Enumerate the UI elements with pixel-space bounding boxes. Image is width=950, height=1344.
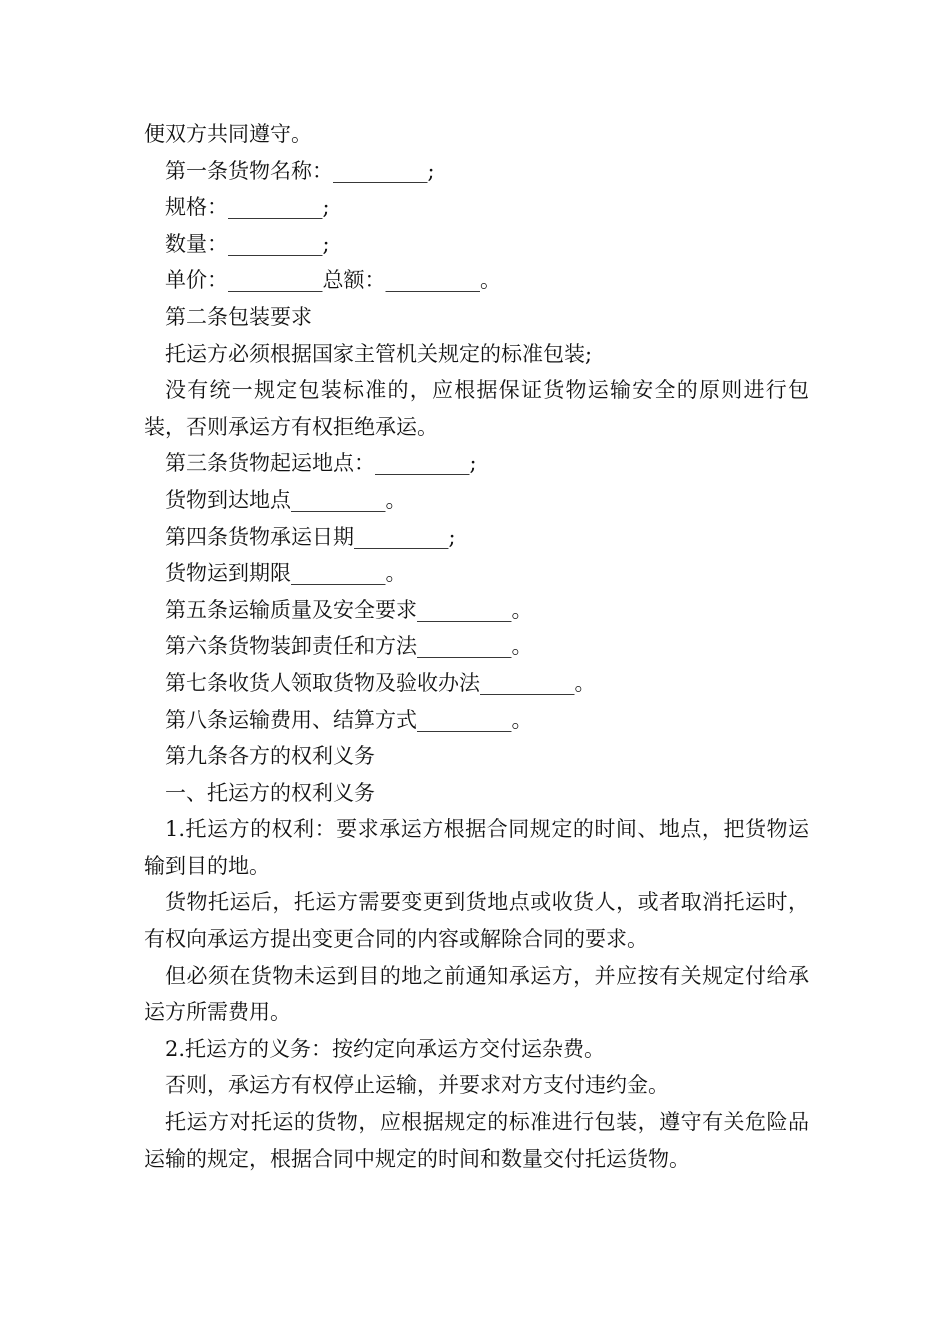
shipper-packaging-duty: 托运方对托运的货物，应根据规定的标准进行包装，遵守有关危险品运输的规定，根据合同中规定的时间和数量交付托运货物。 xyxy=(144,1110,809,1171)
section-1-heading: 一、托运方的权利义务 xyxy=(165,780,375,805)
shipper-notice: 但必须在货物未运到目的地之前通知承运方，并应按有关规定付给承运方所需费用。 xyxy=(144,963,809,1025)
article-7-receiving: 第七条收货人领取货物及验收办法_________。 xyxy=(165,670,596,695)
paragraph-continuation: 便双方共同遵守。 xyxy=(144,122,312,146)
packaging-standard: 托运方必须根据国家主管机关规定的标准包装; xyxy=(165,341,593,366)
article-5-quality: 第五条运输质量及安全要求_________。 xyxy=(165,597,533,622)
packaging-no-standard: 没有统一规定包装标准的，应根据保证货物运输安全的原则进行包装，否则承运方有权拒绝承运。 xyxy=(144,378,809,439)
destination: 货物到达地点_________。 xyxy=(165,487,407,512)
article-2-heading: 第二条包装要求 xyxy=(165,304,312,329)
goods-quantity: 数量：_________; xyxy=(165,231,330,256)
goods-spec: 规格：_________; xyxy=(165,195,330,220)
goods-price-total: 单价：_________总额：_________。 xyxy=(165,268,501,293)
shipper-change-rights: 货物托运后，托运方需要变更到货地点或收货人，或者取消托运时，有权向承运方提出变更合同的内容或解除合同的要求。 xyxy=(144,890,809,952)
article-8-fees: 第八条运输费用、结算方式_________。 xyxy=(165,707,533,732)
shipper-obligations: 2.托运方的义务：按约定向承运方交付运杂费。 xyxy=(165,1036,606,1061)
carrier-stop-right: 否则，承运方有权停止运输，并要求对方支付违约金。 xyxy=(165,1073,669,1098)
article-1-goods-name: 第一条货物名称：_________; xyxy=(165,158,435,183)
shipper-rights: 1.托运方的权利：要求承运方根据合同规定的时间、地点，把货物运输到目的地。 xyxy=(144,817,809,878)
delivery-deadline: 货物运到期限_________。 xyxy=(165,561,407,586)
article-9-heading: 第九条各方的权利义务 xyxy=(165,744,375,769)
article-4-date: 第四条货物承运日期_________; xyxy=(165,524,456,549)
article-6-loading: 第六条货物装卸责任和方法_________。 xyxy=(165,634,533,659)
document-body xyxy=(144,116,809,1177)
article-3-origin: 第三条货物起运地点：_________; xyxy=(165,451,477,476)
